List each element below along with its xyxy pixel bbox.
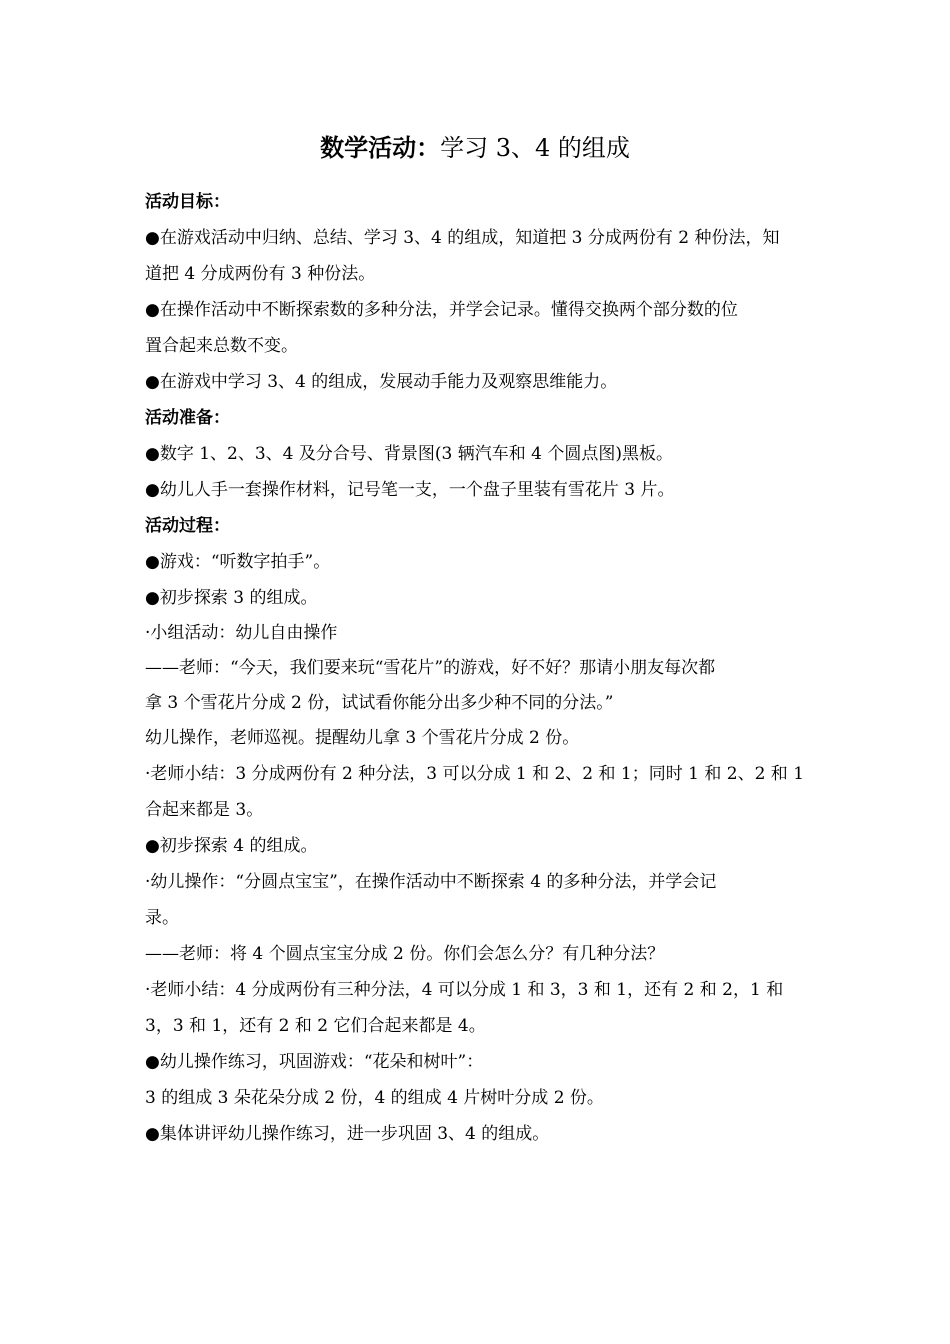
paragraph-line-step-4: ●幼儿操作练习，巩固游戏：“花朵和树叶”： bbox=[145, 1052, 484, 1072]
paragraph-line-step-1: ●游戏：“听数字拍手”。 bbox=[145, 552, 331, 572]
paragraph-line-goal-2b: 置合起来总数不变。 bbox=[145, 336, 298, 356]
paragraph-line-step-3-operate-b: 录。 bbox=[145, 908, 179, 928]
paragraph-line-step-3-summary-a: ·老师小结：4 分成两份有三种分法，4 可以分成 1 和 3，3 和 1，还有 2 和 2，1 和 bbox=[145, 980, 784, 1000]
title-main: 学习 3、4 的组成 bbox=[440, 134, 630, 162]
paragraph-line-goal-1a: ●在游戏活动中归纳、总结、学习 3、4 的组成，知道把 3 分成两份有 2 种份法，知 bbox=[145, 228, 780, 248]
paragraph-line-step-2-teacher-a: ——老师：“今天，我们要来玩“雪花片”的游戏，好不好？那请小朋友每次都 bbox=[145, 658, 716, 678]
paragraph-line-step-3-summary-b: 3，3 和 1，还有 2 和 2 它们合起来都是 4。 bbox=[145, 1016, 486, 1036]
paragraph-line-step-4-detail: 3 的组成 3 朵花朵分成 2 份，4 的组成 4 片树叶分成 2 份。 bbox=[145, 1088, 604, 1108]
paragraph-line-step-2: ●初步探索 3 的组成。 bbox=[145, 588, 318, 608]
section-heading-prep-heading: 活动准备： bbox=[145, 408, 230, 428]
paragraph-line-goal-1b: 道把 4 分成两份有 3 种份法。 bbox=[145, 264, 376, 284]
document-body bbox=[145, 184, 813, 1152]
title-prefix: 数学活动： bbox=[320, 133, 441, 162]
section-heading-process-heading: 活动过程： bbox=[145, 516, 230, 536]
paragraph-line-step-3: ●初步探索 4 的组成。 bbox=[145, 836, 318, 856]
paragraph-line-step-2-teacher-b: 拿 3 个雪花片分成 2 份，试试看你能分出多少种不同的分法。” bbox=[145, 693, 614, 713]
section-heading-goals-heading: 活动目标： bbox=[145, 192, 230, 212]
paragraph-line-goal-3: ●在游戏中学习 3、4 的组成，发展动手能力及观察思维能力。 bbox=[145, 372, 618, 392]
paragraph-line-step-5: ●集体讲评幼儿操作练习，进一步巩固 3、4 的组成。 bbox=[145, 1124, 550, 1144]
paragraph-line-step-2-summary-a: ·老师小结：3 分成两份有 2 种分法，3 可以分成 1 和 2、2 和 1；同时 1 和 2、2 和 1 bbox=[145, 764, 805, 784]
paragraph-line-goal-2a: ●在操作活动中不断探索数的多种分法，并学会记录。懂得交换两个部分数的位 bbox=[145, 300, 738, 320]
paragraph-line-step-2-group: ·小组活动：幼儿自由操作 bbox=[145, 623, 338, 643]
paragraph-line-prep-2: ●幼儿人手一套操作材料，记号笔一支，一个盘子里装有雪花片 3 片。 bbox=[145, 480, 675, 500]
paragraph-line-step-2-operate: 幼儿操作，老师巡视。提醒幼儿拿 3 个雪花片分成 2 份。 bbox=[145, 728, 580, 748]
page-title bbox=[0, 131, 950, 165]
paragraph-line-step-2-summary-b: 合起来都是 3。 bbox=[145, 800, 264, 820]
paragraph-line-step-3-teacher: ——老师：将 4 个圆点宝宝分成 2 份。你们会怎么分？有几种分法？ bbox=[145, 944, 665, 964]
paragraph-line-step-3-operate-a: ·幼儿操作：“分圆点宝宝”，在操作活动中不断探索 4 的多种分法，并学会记 bbox=[145, 872, 717, 892]
paragraph-line-prep-1: ●数字 1、2、3、4 及分合号、背景图(3 辆汽车和 4 个圆点图)黑板。 bbox=[145, 444, 674, 464]
